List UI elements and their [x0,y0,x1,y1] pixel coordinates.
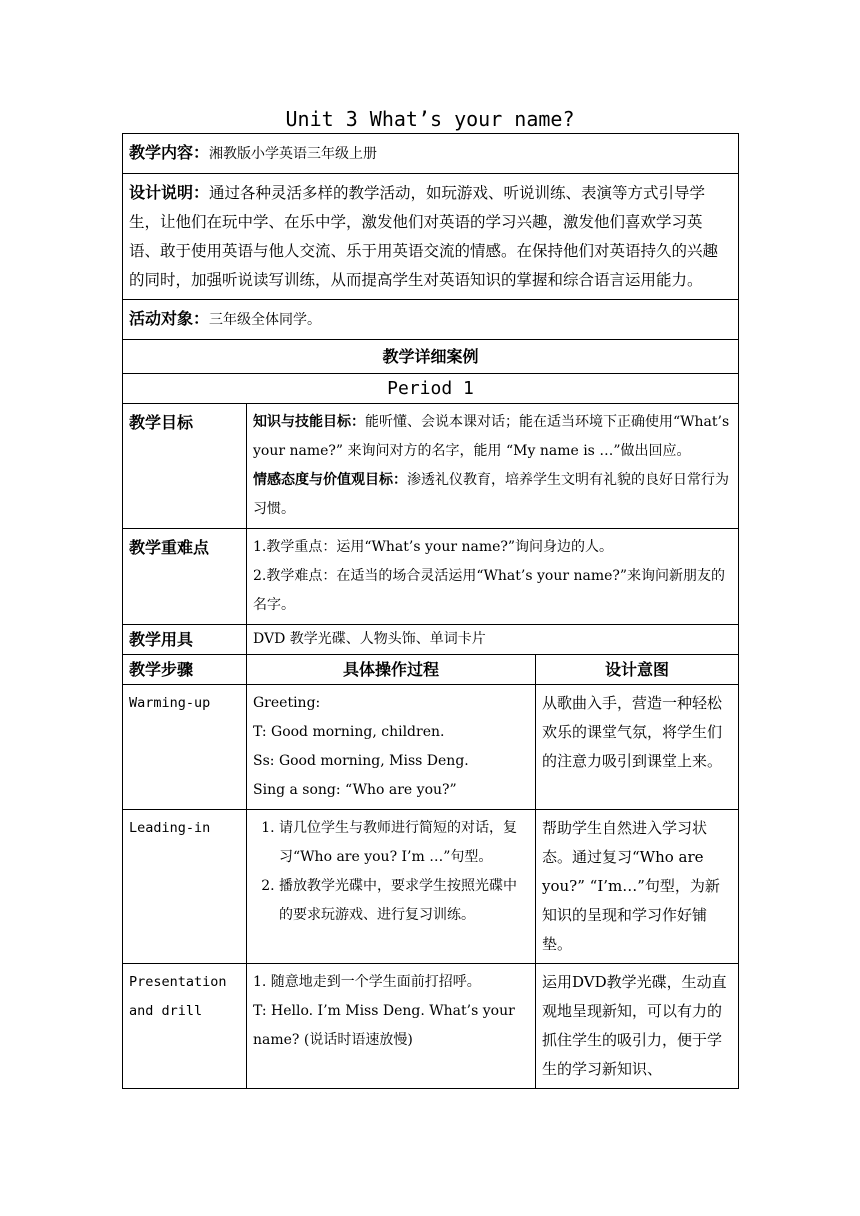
design-text: 通过各种灵活多样的教学活动，如玩游戏、听说训练、表演等方式引导学生，让他们在玩中学、在乐中学，激发他们对英语的学习兴趣，激发他们喜欢学习英语、敢于使用英语与他人交流、乐于用英语交流的情感。在保持他们对英语持久的兴趣的同时，加强听说读写训练，从而提高学生对英语知识的掌握和综合语言运用能力。 [129,184,719,289]
detail-heading-row [123,340,739,374]
lesson-plan-table [122,133,739,1089]
emotion-goal-label: 情感态度与价值观目标： [253,472,407,488]
audience-text: 三年级全体同学。 [209,312,322,328]
knowledge-goal-text: 能听懂、会说本课对话；能在适当环境下正确使用“What’s your name?” 来询问对方的名字，能用 “My name is …”做出回应。 [253,414,730,459]
audience-label: 活动对象： [129,309,210,328]
key-points-label: 教学重难点 [123,529,247,625]
step-intent: 帮助学生自然进入学习状态。通过复习“Who are you?” “I’m…”句型，为新知识的呈现和学习作好铺垫。 [536,810,739,964]
step-row-warming-up [123,685,739,810]
knowledge-goal-label: 知识与技能目标： [253,414,365,430]
steps-header-process: 具体操作过程 [247,655,536,685]
step-name: Leading-in [123,810,247,964]
goals-row [123,404,739,529]
step-name: Warming-up [123,685,247,810]
process-line: T: Good morning, children. [253,724,445,740]
step-intent: 从歌曲入手，营造一种轻松欢乐的课堂气氛，将学生们的注意力吸引到课堂上来。 [536,685,739,810]
content-label: 教学内容： [129,143,210,162]
goals-label: 教学目标 [123,404,247,529]
step-intent: 运用DVD教学光碟，生动直观地呈现新知，可以有力的抓住学生的吸引力，便于学生的学习新知识、 [536,964,739,1089]
key-points-row [123,529,739,625]
steps-header-row [123,655,739,685]
tools-label: 教学用具 [123,625,247,655]
knowledge-goal [253,408,732,466]
step-row-leading-in [123,810,739,964]
process-list [253,814,529,930]
process-line: Greeting: [253,695,321,711]
tools-text: DVD 教学光碟、人物头饰、单词卡片 [247,625,739,655]
detail-heading: 教学详细案例 [123,340,739,374]
key-point-item: 1.教学重点：运用“What’s your name?”询问身边的人。 [253,539,614,555]
process-line: T: Hello. I’m Miss Deng. What’s your name? (说话时语速放慢) [253,1003,515,1048]
process-line: Ss: Good morning, Miss Deng. [253,753,469,769]
difficult-point-item: 2.教学难点：在适当的场合灵活运用“What’s your name?”来询问新朋友的名字。 [253,568,726,613]
design-row [123,174,739,300]
step-name: Presentation and drill [123,964,247,1089]
process-item: 1. 请几位学生与教师进行简短的对话，复习“Who are you? I’m …”句型。 [279,814,529,872]
period-row [123,374,739,404]
period-heading: Period 1 [123,374,739,404]
content-row [123,134,739,174]
process-line: Sing a song: “Who are you?” [253,782,457,798]
design-label: 设计说明： [129,183,210,202]
steps-header-step: 教学步骤 [123,655,247,685]
process-line: 1. 随意地走到一个学生面前打招呼。 [253,974,481,990]
steps-header-intent: 设计意图 [536,655,739,685]
tools-row [123,625,739,655]
emotion-goal [253,466,732,524]
document-title: Unit 3 What’s your name? [285,107,575,131]
step-row-presentation [123,964,739,1089]
audience-row [123,300,739,340]
emotion-goal-text: 渗透礼仪教育，培养学生文明有礼貌的良好日常行为习惯。 [253,472,729,517]
content-text: 湘教版小学英语三年级上册 [209,146,378,162]
process-item: 2. 播放教学光碟中，要求学生按照光碟中的要求玩游戏、进行复习训练。 [279,872,529,930]
